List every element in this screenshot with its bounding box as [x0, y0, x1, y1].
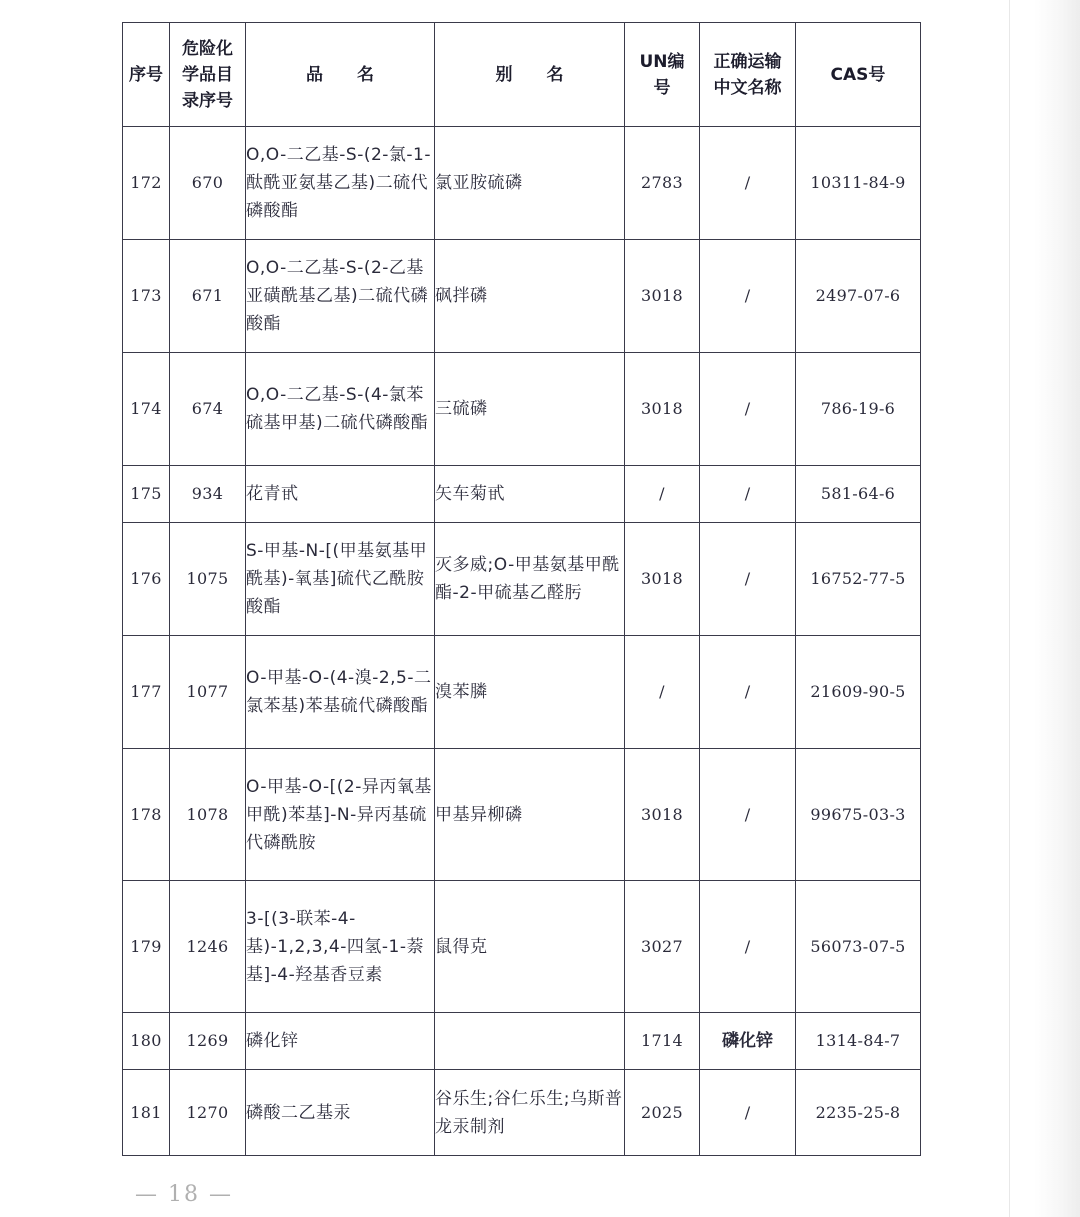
cell-un: / [625, 636, 700, 749]
cell-name: S-甲基-N-[(甲基氨基甲酰基)-氧基]硫代乙酰胺酸酯 [246, 523, 435, 636]
header-un: UN编号 [625, 23, 700, 127]
cell-catalog-seq: 674 [170, 353, 246, 466]
table-header-row [123, 23, 921, 127]
cell-catalog-seq: 1269 [170, 1013, 246, 1070]
cell-alias: 溴苯膦 [435, 636, 625, 749]
cell-catalog-seq: 1270 [170, 1070, 246, 1156]
table-body [123, 127, 921, 1156]
cell-alias: 矢车菊甙 [435, 466, 625, 523]
cell-alias: 三硫磷 [435, 353, 625, 466]
cell-alias: 砜拌磷 [435, 240, 625, 353]
table-row [123, 881, 921, 1013]
cell-un: 3018 [625, 523, 700, 636]
cell-proper-name: / [700, 127, 796, 240]
cell-alias [435, 1013, 625, 1070]
cell-catalog-seq: 934 [170, 466, 246, 523]
cell-name: 磷酸二乙基汞 [246, 1070, 435, 1156]
cell-proper-name: / [700, 636, 796, 749]
cell-cas: 581-64-6 [796, 466, 921, 523]
cell-alias: 甲基异柳磷 [435, 749, 625, 881]
table-row [123, 636, 921, 749]
cell-cas: 2497-07-6 [796, 240, 921, 353]
table-row [123, 127, 921, 240]
cell-cas: 2235-25-8 [796, 1070, 921, 1156]
cell-un: 3018 [625, 353, 700, 466]
header-catalog-seq: 危险化学品目录序号 [170, 23, 246, 127]
cell-alias: 鼠得克 [435, 881, 625, 1013]
cell-name: O,O-二乙基-S-(2-氯-1-酞酰亚氨基乙基)二硫代磷酸酯 [246, 127, 435, 240]
cell-cas: 16752-77-5 [796, 523, 921, 636]
cell-proper-name: / [700, 466, 796, 523]
cell-seq: 179 [123, 881, 170, 1013]
cell-name: 磷化锌 [246, 1013, 435, 1070]
cell-name: O,O-二乙基-S-(2-乙基亚磺酰基乙基)二硫代磷酸酯 [246, 240, 435, 353]
cell-name: 3-[(3-联苯-4-基)-1,2,3,4-四氢-1-萘基]-4-羟基香豆素 [246, 881, 435, 1013]
cell-name: O-甲基-O-(4-溴-2,5-二氯苯基)苯基硫代磷酸酯 [246, 636, 435, 749]
table-row [123, 1013, 921, 1070]
cell-un: 3018 [625, 749, 700, 881]
cell-proper-name: / [700, 353, 796, 466]
cell-catalog-seq: 671 [170, 240, 246, 353]
page-edge-shadow [1034, 0, 1080, 1217]
cell-un: 3027 [625, 881, 700, 1013]
cell-cas: 21609-90-5 [796, 636, 921, 749]
cell-proper-name: 磷化锌 [700, 1013, 796, 1070]
cell-catalog-seq: 670 [170, 127, 246, 240]
header-seq: 序号 [123, 23, 170, 127]
cell-name: O-甲基-O-[(2-异丙氧基甲酰)苯基]-N-异丙基硫代磷酰胺 [246, 749, 435, 881]
cell-seq: 174 [123, 353, 170, 466]
cell-un: 2025 [625, 1070, 700, 1156]
cell-alias: 氯亚胺硫磷 [435, 127, 625, 240]
header-name: 品 名 [246, 23, 435, 127]
table-row [123, 466, 921, 523]
cell-cas: 99675-03-3 [796, 749, 921, 881]
cell-un: 1714 [625, 1013, 700, 1070]
cell-seq: 175 [123, 466, 170, 523]
cell-catalog-seq: 1246 [170, 881, 246, 1013]
cell-seq: 177 [123, 636, 170, 749]
table-row [123, 523, 921, 636]
cell-proper-name: / [700, 240, 796, 353]
cell-alias: 谷乐生;谷仁乐生;乌斯普龙汞制剂 [435, 1070, 625, 1156]
table-row [123, 1070, 921, 1156]
cell-seq: 173 [123, 240, 170, 353]
page-edge-line [1009, 0, 1010, 1217]
cell-un: / [625, 466, 700, 523]
header-alias: 别 名 [435, 23, 625, 127]
cell-seq: 176 [123, 523, 170, 636]
page-number: — 18 — [135, 1182, 233, 1207]
cell-cas: 1314-84-7 [796, 1013, 921, 1070]
table-row [123, 749, 921, 881]
cell-catalog-seq: 1077 [170, 636, 246, 749]
cell-proper-name: / [700, 523, 796, 636]
cell-seq: 172 [123, 127, 170, 240]
cell-name: O,O-二乙基-S-(4-氯苯硫基甲基)二硫代磷酸酯 [246, 353, 435, 466]
cell-un: 3018 [625, 240, 700, 353]
cell-catalog-seq: 1075 [170, 523, 246, 636]
cell-name: 花青甙 [246, 466, 435, 523]
cell-proper-name: / [700, 749, 796, 881]
cell-alias: 灭多威;O-甲基氨基甲酰酯-2-甲硫基乙醛肟 [435, 523, 625, 636]
cell-cas: 10311-84-9 [796, 127, 921, 240]
hazardous-chemicals-table [122, 22, 921, 1156]
table-row [123, 240, 921, 353]
cell-un: 2783 [625, 127, 700, 240]
cell-seq: 181 [123, 1070, 170, 1156]
cell-cas: 56073-07-5 [796, 881, 921, 1013]
cell-cas: 786-19-6 [796, 353, 921, 466]
table-row [123, 353, 921, 466]
cell-proper-name: / [700, 1070, 796, 1156]
header-cas: CAS号 [796, 23, 921, 127]
cell-catalog-seq: 1078 [170, 749, 246, 881]
cell-seq: 180 [123, 1013, 170, 1070]
cell-proper-name: / [700, 881, 796, 1013]
header-proper-name: 正确运输中文名称 [700, 23, 796, 127]
cell-seq: 178 [123, 749, 170, 881]
